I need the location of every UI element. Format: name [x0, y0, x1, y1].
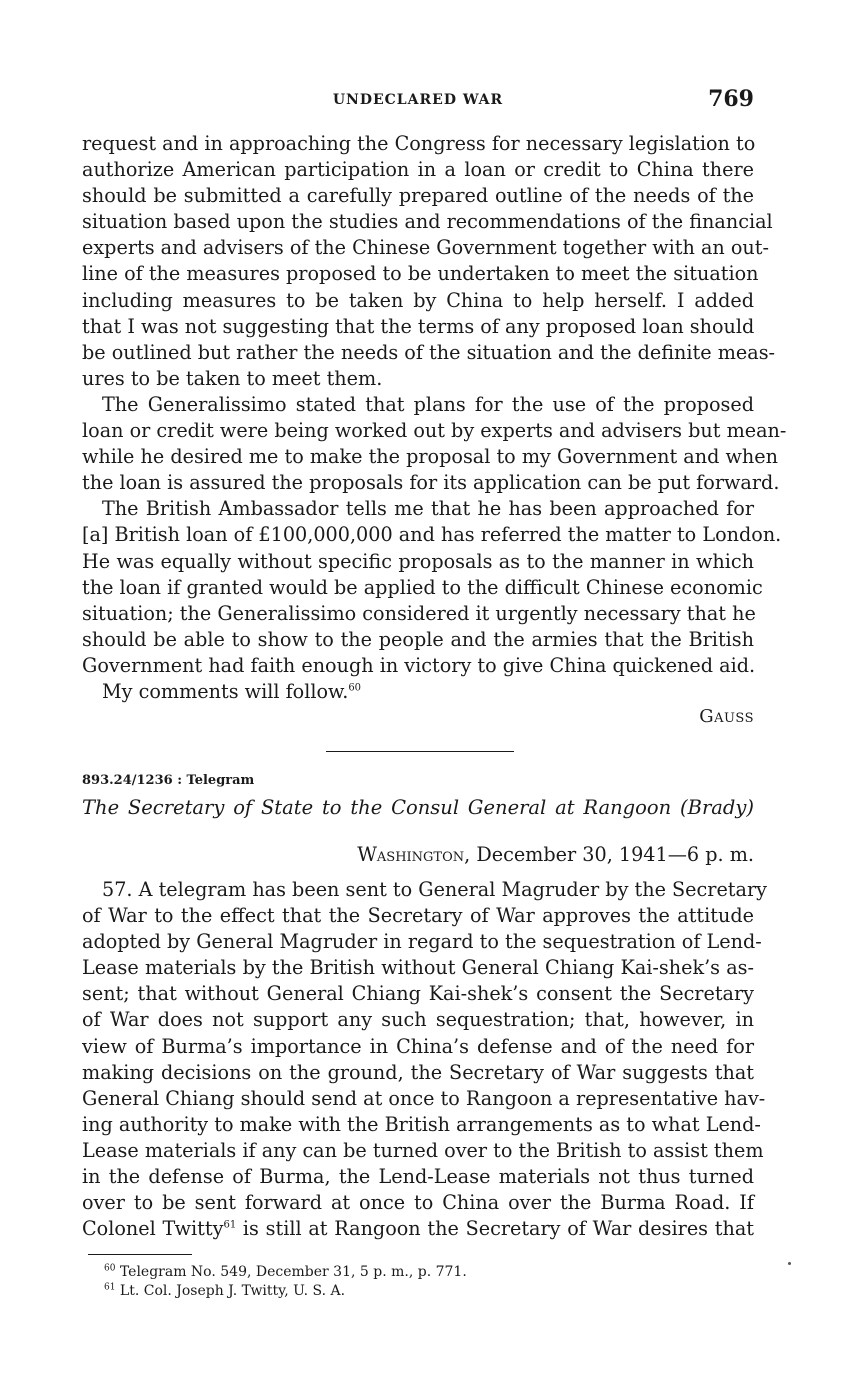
print-speck: [788, 1262, 791, 1265]
footnote-ref[interactable]: 61: [223, 1219, 237, 1231]
text-line: The British Ambassador tells me that he has been approached for: [102, 497, 754, 521]
text-line: be outlined but rather the needs of the situation and the definite meas-: [82, 340, 776, 364]
text-line: over to be sent forward at once to China over the Burma Road. If: [82, 1191, 754, 1215]
text-line: line of the measures proposed to be undertaken to meet the situation: [82, 262, 759, 286]
text-line: of War to the effect that the Secretary of War approves the attitude: [82, 904, 754, 928]
text-line: in the defense of Burma, the Lend-Lease materials not thus turned: [82, 1165, 754, 1189]
text-line: that I was not suggesting that the terms of any proposed loan should: [82, 314, 755, 338]
text-line: [a] British loan of £100,000,000 and has referred the matter to London.: [82, 523, 782, 547]
text-line: while he desired me to make the proposal to my Government and when: [82, 445, 778, 469]
footnote: [104, 1282, 467, 1301]
text-line: of War does not support any such sequestration; that, however, in: [82, 1008, 754, 1032]
text-line: situation; the Generalissimo considered it urgently necessary that he: [82, 601, 756, 625]
text-line: ing authority to make with the British arrangements as to what Lend-: [82, 1112, 761, 1136]
text-line: The Generalissimo stated that plans for the use of the proposed: [102, 392, 754, 416]
text-line: Lease materials by the British without General Chiang Kai-shek’s as-: [82, 956, 754, 980]
section-divider: [326, 751, 514, 752]
text-line: He was equally without specific proposals as to the manner in which: [82, 549, 754, 573]
text-line: should be able to show to the people and the armies that the British: [82, 627, 754, 651]
text-line: [82, 1216, 754, 1242]
footnote-mark: 60: [104, 1263, 116, 1274]
text-line: Government had faith enough in victory to give China quickened aid.: [82, 653, 756, 677]
telegram-body: [82, 877, 767, 1242]
text-line: Lease materials if any can be turned over to the British to assist them: [82, 1138, 764, 1162]
dateline: [357, 843, 754, 866]
text-fragment: is still at Rangoon the Secretary of War desires that: [236, 1217, 754, 1241]
document-heading: The Secretary of State to the Consul General at Rangoon (Brady): [82, 796, 754, 819]
signature: Gauss: [699, 706, 754, 727]
text-line: authorize American participation in a loan or credit to China there: [82, 158, 754, 182]
text-line: situation based upon the studies and recommendations of the financial: [82, 210, 773, 234]
text-fragment: Colonel Twitty: [82, 1217, 224, 1241]
text-line: making decisions on the ground, the Secretary of War suggests that: [82, 1060, 754, 1084]
text-line: including measures to be taken by China to help herself. I added: [82, 288, 754, 312]
text-line: [82, 679, 754, 705]
text-line: the loan if granted would be applied to the difficult Chinese economic: [82, 575, 763, 599]
footnote: [104, 1263, 467, 1282]
telegram-continuation: [82, 131, 787, 705]
text-line: loan or credit were being worked out by experts and advisers but mean-: [82, 419, 787, 443]
dateline-place: Washington: [357, 843, 465, 866]
text-line: General Chiang should send at once to Rangoon a representative hav-: [82, 1086, 766, 1110]
text-line: experts and advisers of the Chinese Government together with an out-: [82, 236, 769, 260]
running-head: [82, 86, 754, 120]
text-line: should be submitted a carefully prepared outline of the needs of the: [82, 184, 754, 208]
text-line: adopted by General Magruder in regard to the sequestration of Lend-: [82, 930, 762, 954]
footnotes: [104, 1263, 467, 1301]
page-number: 769: [708, 86, 754, 112]
text-line: the loan is assured the proposals for its application can be put forward.: [82, 471, 780, 495]
running-title: UNDECLARED WAR: [332, 92, 504, 108]
dateline-date: , December 30, 1941—6 p. m.: [464, 843, 754, 866]
text-line: request and in approaching the Congress for necessary legislation to: [82, 132, 756, 155]
text-line: ures to be taken to meet them.: [82, 366, 383, 390]
text-line: view of Burma’s importance in China’s defense and of the need for: [82, 1034, 754, 1058]
footnote-mark: 61: [104, 1282, 116, 1293]
footnote-text: Lt. Col. Joseph J. Twitty, U. S. A.: [115, 1283, 346, 1299]
text-line: 57. A telegram has been sent to General Magruder by the Secretary: [102, 878, 767, 901]
text-line: sent; that without General Chiang Kai-shek’s consent the Secretary: [82, 982, 754, 1006]
footnote-ref[interactable]: 60: [348, 682, 362, 694]
footnote-text: Telegram No. 549, December 31, 5 p. m., p. 771.: [115, 1264, 467, 1280]
file-reference: 893.24/1236 : Telegram: [82, 773, 255, 788]
closing-sentence: My comments will follow.: [102, 679, 349, 703]
footnote-rule: [88, 1254, 192, 1255]
